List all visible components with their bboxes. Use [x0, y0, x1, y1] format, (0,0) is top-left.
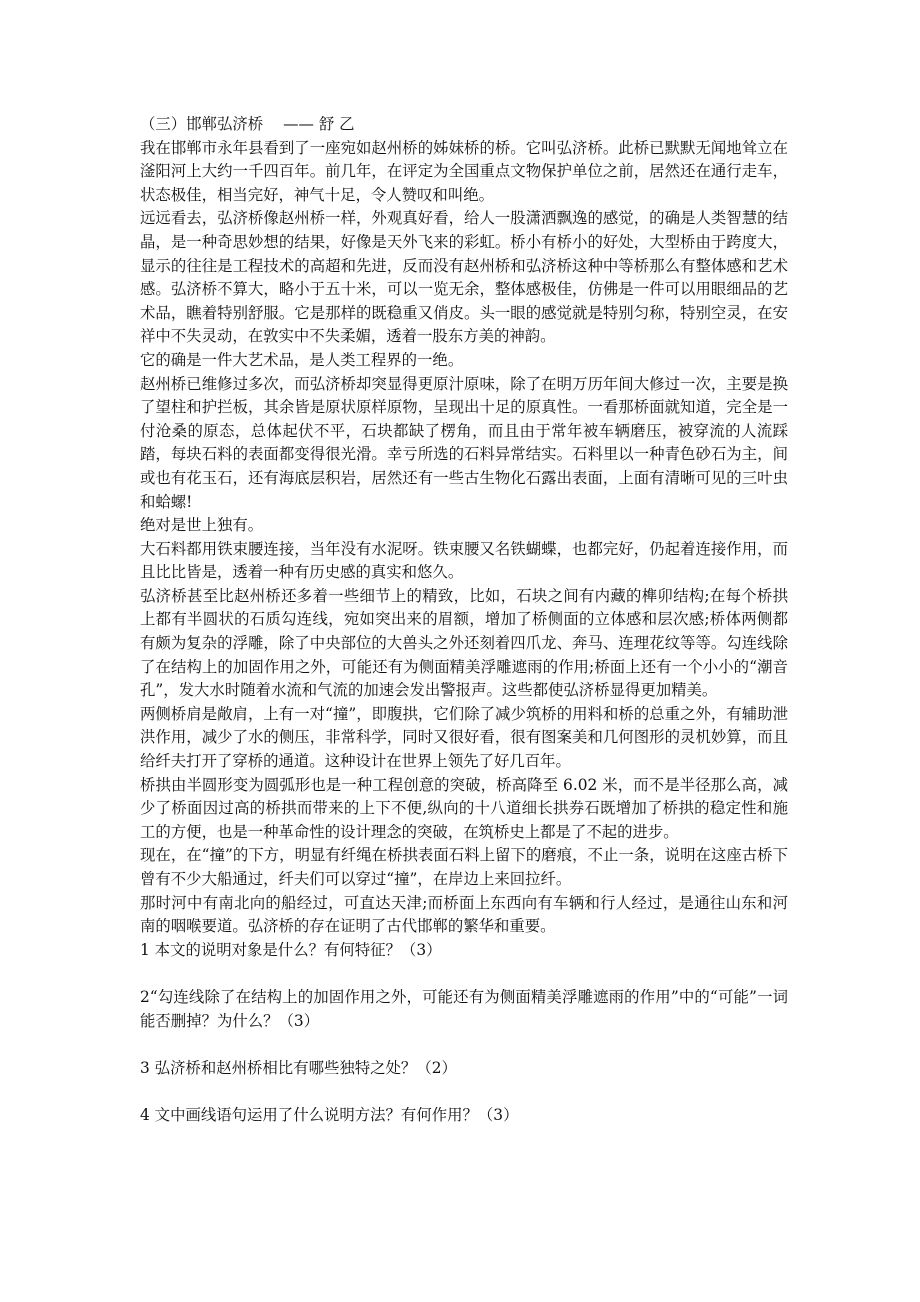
- paragraph-4: 赵州桥已维修过多次，而弘济桥却突显得更原汁原味，除了在明万历年间大修过一次，主要是换了望柱和护拦板，其余皆是原状原样原物，呈现出十足的原真性。一看那桥面就知道，完全是一付沧桑的原态，总体起伏不平，石块都缺了楞角，而且由于常年被车辆磨压，被穿流的人流踩踏，每块石料的表面都变得很光滑。幸亏所选的石料异常结实。石料里以一种青色砂石为主，间或也有花玉石，还有海底层积岩，居然还有一些古生物化石露出表面，上面有清晰可见的三叶虫和蛤螺!: [140, 374, 788, 511]
- paragraph-10: 现在，在“撞”的下方，明显有纤绳在桥拱表面石料上留下的磨痕，不止一条，说明在这座古桥下曾有不少大船通过，纤夫们可以穿过“撞”，在岸边上来回拉纤。: [140, 846, 788, 888]
- question-1: 1 本文的说明对象是什么？有何特征？（3）: [140, 940, 442, 959]
- article-author: —— 舒 乙: [283, 115, 355, 133]
- paragraph-6: 大石料都用铁束腰连接，当年没有水泥呀。铁束腰又名铁蝴蝶，也都完好，仍起着连接作用，而且比比皆是，透着一种有历史感的真实和悠久。: [140, 539, 788, 582]
- paragraph-8: 两侧桥肩是敞肩，上有一对“撞”，即腹拱，它们除了减少筑桥的用料和桥的总重之外，有辅助泄洪作用，减少了水的侧压，非常科学，同时又很好看，很有图案美和几何图形的灵机妙算，而且给纤夫打开了穿桥的通道。这种设计在世界上领先了好几百年。: [140, 704, 788, 771]
- question-list: [140, 939, 788, 1128]
- answer-space: [140, 962, 788, 986]
- paragraph-3: 它的确是一件大艺术品，是人类工程界的一绝。: [140, 350, 464, 369]
- article-title: （三）邯郸弘济桥: [140, 115, 264, 133]
- paragraph-5: 绝对是世上独有。: [140, 516, 264, 535]
- answer-space: [140, 1080, 788, 1104]
- article-title-line: [140, 113, 788, 137]
- article-body: [140, 137, 788, 939]
- paragraph-11: 那时河中有南北向的船经过，可直达天津;而桥面上东西向有车辆和行人经过，是通往山东和河南的咽喉要道。弘济桥的存在证明了古代邯郸的繁华和重要。: [140, 893, 788, 936]
- answer-space: [140, 1033, 788, 1057]
- question-3: 3 弘济桥和赵州桥相比有哪些独特之处？（2）: [140, 1058, 457, 1077]
- document-page: [140, 113, 788, 1128]
- paragraph-9: 桥拱由半圆形变为圆弧形也是一种工程创意的突破，桥高降至 6.02 米，而不是半径那么高，减少了桥面因过高的桥拱而带来的上下不便,纵向的十八道细长拱券石既增加了桥拱的稳定性和施工的方便，也是一种革命性的设计理念的突破，在筑桥史上都是了不起的进步。: [140, 775, 788, 841]
- question-2: 2“勾连线除了在结构上的加固作用之外，可能还有为侧面精美浮雕遮雨的作用”中的“可能”一词能否删掉？为什么？（3）: [140, 987, 788, 1030]
- paragraph-1: 我在邯郸市永年县看到了一座宛如赵州桥的姊妹桥的桥。它叫弘济桥。此桥已默默无闻地耸立在滏阳河上大约一千四百年。前几年，在评定为全国重点文物保护单位之前，居然还在通行走车，状态极佳，相当完好，神气十足，令人赞叹和叫绝。: [140, 138, 788, 204]
- paragraph-2: 远远看去，弘济桥像赵州桥一样，外观真好看，给人一股潇洒飘逸的感觉，的确是人类智慧的结晶，是一种奇思妙想的结果，好像是天外飞来的彩虹。桥小有桥小的好处，大型桥由于跨度大，显示的往往是工程技术的高超和先进，反而没有赵州桥和弘济桥这种中等桥那么有整体感和艺术感。弘济桥不算大，略小于五十米，可以一览无余，整体感极佳，仿佛是一件可以用眼细品的艺术品，瞧着特别舒服。它是那样的既稳重又俏皮。头一眼的感觉就是特别匀称，特别空灵，在安祥中不失灵动，在敦实中不失柔媚，透着一股东方美的神韵。: [140, 209, 788, 346]
- paragraph-7: 弘济桥甚至比赵州桥还多着一些细节上的精致，比如，石块之间有内藏的榫卯结构;在每个桥拱上都有半圆状的石质勾连线，宛如突出来的眉额，增加了桥侧面的立体感和层次感;桥体两侧都有颇为复杂的浮雕，除了中央部位的大兽头之外还刻着四爪龙、奔马、连理花纹等等。勾连线除了在结构上的加固作用之外，可能还有为侧面精美浮雕遮雨的作用;桥面上还有一个小小的“潮音孔”，发大水时随着水流和气流的加速会发出警报声。这些都使弘济桥显得更加精美。: [140, 586, 788, 700]
- question-4: 4 文中画线语句运用了什么说明方法？有何作用？（3）: [140, 1105, 519, 1124]
